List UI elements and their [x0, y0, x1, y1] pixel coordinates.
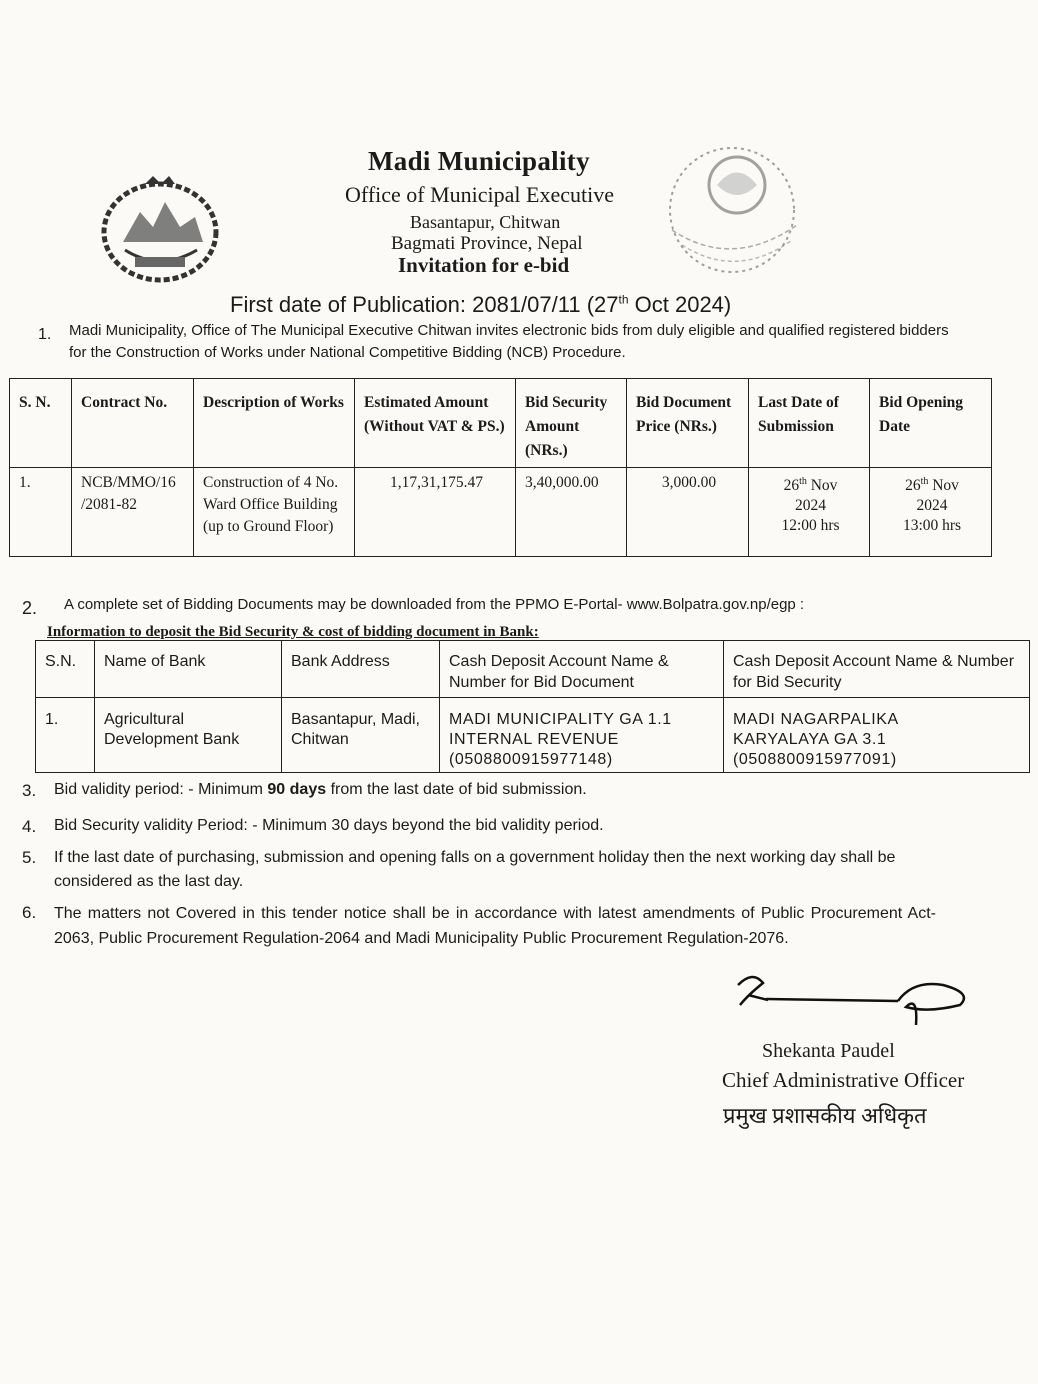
address-line-1: Basantapur, Chitwan — [410, 212, 561, 232]
header-doc-price: Bid Document Price (NRs.) — [627, 379, 749, 468]
nepal-emblem-icon — [95, 172, 225, 287]
cell-security-account: MADI NAGARPALIKA KARYALAYA GA 3.1 (0508800915977091) — [724, 698, 1030, 773]
para-3-text: Bid validity period: - Minimum 90 days from the last date of bid submission. — [54, 781, 587, 798]
para-4-number: 4. — [22, 817, 37, 836]
para-5-number: 5. — [22, 848, 37, 867]
cell-sn: 1. — [36, 698, 95, 773]
header-bank-address: Bank Address — [282, 641, 440, 698]
header-security-account: Cash Deposit Account Name & Number for Bid Security — [724, 641, 1030, 698]
header-sn: S.N. — [36, 641, 95, 698]
para-1-text: Madi Municipality, Office of The Municipal Executive Chitwan invites electronic bids from duly eligible and qualified registered bidders for the Construction of Works under National Competitive Bidding (NCB) Procedure. — [69, 322, 949, 361]
cell-description: Construction of 4 No. Ward Office Building (up to Ground Floor) — [194, 468, 355, 557]
header-doc-account: Cash Deposit Account Name & Number for Bid Document — [440, 641, 724, 698]
address-line-2: Bagmati Province, Nepal — [391, 233, 583, 254]
cell-bank-name: Agricultural Development Bank — [95, 698, 282, 773]
header-estimated-amount: Estimated Amount (Without VAT & PS.) — [355, 379, 516, 468]
header-last-date: Last Date of Submission — [749, 379, 870, 468]
table-row — [10, 468, 992, 557]
para-2-number: 2. — [22, 598, 38, 618]
publication-date: First date of Publication: 2081/07/11 (27th Oct 2024) — [230, 292, 732, 317]
cell-estimated-amount: 1,17,31,175.47 — [355, 468, 516, 557]
cell-bid-security: 3,40,000.00 — [516, 468, 627, 557]
contract-table-header — [10, 379, 992, 468]
header-contract-no: Contract No. — [72, 379, 194, 468]
municipality-title: Madi Municipality — [368, 146, 590, 176]
para-4-text: Bid Security validity Period: - Minimum 30 days beyond the bid validity period. — [54, 817, 604, 834]
header-description: Description of Works — [194, 379, 355, 468]
header-opening-date: Bid Opening Date — [870, 379, 992, 468]
header-bank-name: Name of Bank — [95, 641, 282, 698]
office-stamp-icon — [652, 140, 812, 290]
signature-icon — [728, 965, 978, 1035]
para-6-number: 6. — [22, 903, 37, 922]
header-sn: S. N. — [10, 379, 72, 468]
cell-doc-price: 3,000.00 — [627, 468, 749, 557]
signatory-title: Chief Administrative Officer — [722, 1068, 965, 1092]
para-3-number: 3. — [22, 781, 37, 800]
para-5-text: If the last date of purchasing, submission and opening falls on a government holiday then the next working day shall be considered as the last day. — [54, 849, 896, 890]
bank-table — [35, 640, 1030, 773]
para-2-text: A complete set of Bidding Documents may be downloaded from the PPMO E-Portal- www.Bolpatra.gov.np/egp : — [64, 596, 805, 613]
cell-opening-date: 26th Nov 2024 13:00 hrs — [870, 468, 992, 557]
para-6-text: The matters not Covered in this tender notice shall be in accordance with latest amendments of Public Procurement Act-2063, Public Procurement Regulation-2064 and Madi Municipality Public Procurement Regulation-2076. — [54, 905, 936, 947]
cell-last-date: 26th Nov 2024 12:00 hrs — [749, 468, 870, 557]
bank-info-heading: Information to deposit the Bid Security & cost of bidding document in Bank: — [47, 624, 539, 640]
office-name: Office of Municipal Executive — [345, 182, 614, 207]
header-bid-security: Bid Security Amount (NRs.) — [516, 379, 627, 468]
invitation-heading: Invitation for e-bid — [398, 253, 570, 277]
cell-doc-account: MADI MUNICIPALITY GA 1.1 INTERNAL REVENUE (0508800915977148) — [440, 698, 724, 773]
para-1-number: 1. — [38, 326, 52, 343]
signatory-name: Shekanta Paudel — [762, 1040, 895, 1062]
cell-bank-address: Basantapur, Madi, Chitwan — [282, 698, 440, 773]
cell-contract-no: NCB/MMO/16 /2081-82 — [72, 468, 194, 557]
table-row — [36, 698, 1030, 773]
cell-sn: 1. — [10, 468, 72, 557]
signatory-title-nepali: प्रमुख प्रशासकीय अधिकृत — [723, 1103, 927, 1128]
contract-table — [9, 378, 992, 557]
bank-table-header — [36, 641, 1030, 698]
